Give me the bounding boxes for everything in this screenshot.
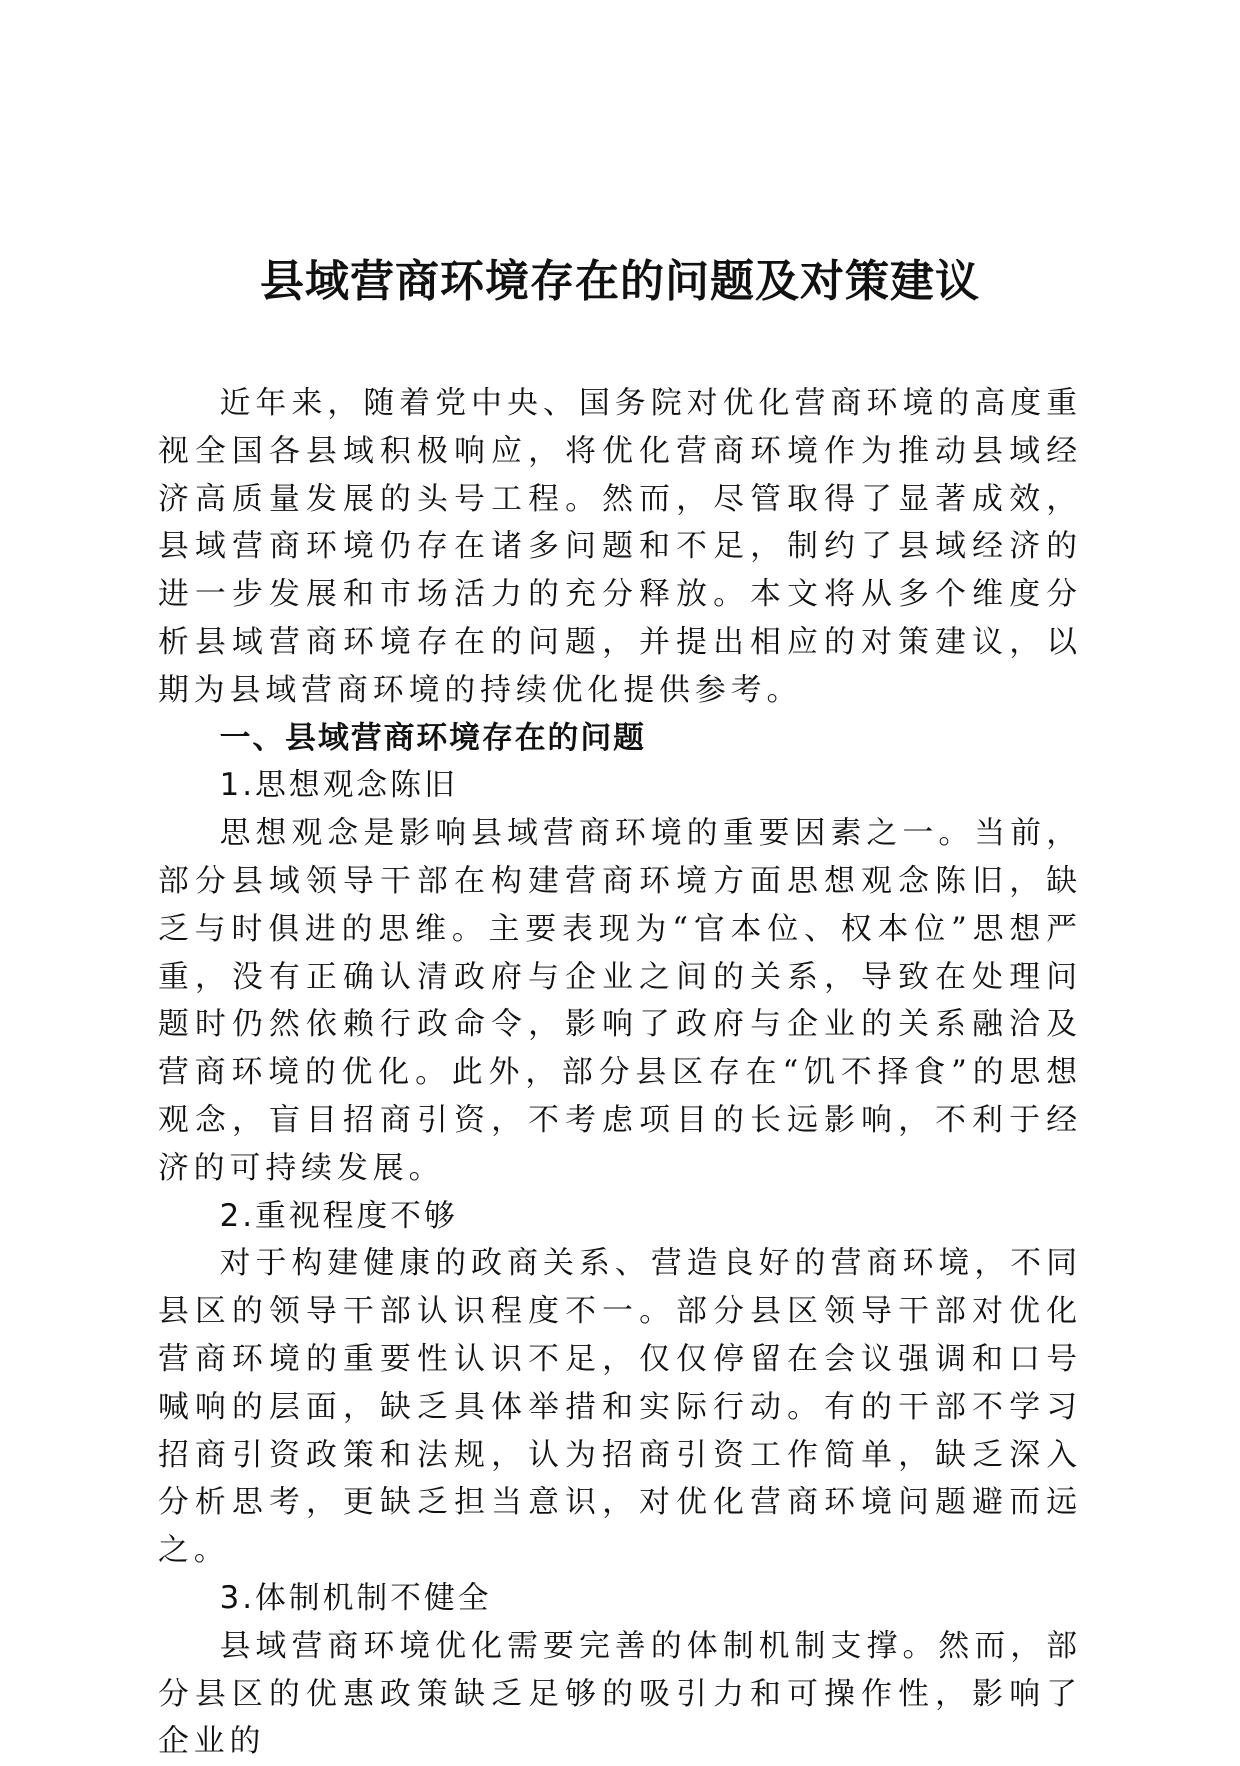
- document-title: 县域营商环境存在的问题及对策建议: [260, 256, 980, 307]
- subsection-paragraph-2: 对于构建健康的政商关系、营造良好的营商环境，不同县区的领导干部认识程度不一。部分县区领导干部对优化营商环境的重要性认识不足，仅仅停留在会议强调和口号喊响的层面，缺乏具体举措和实际行动。有的干部不学习招商引资政策和法规，认为招商引资工作简单，缺乏深入分析思考，更缺乏担当意识，对优化营商环境问题避而远之。: [158, 1245, 1082, 1569]
- subsection-heading-3: 3.体制机制不健全: [219, 1579, 492, 1616]
- subsection-paragraph-3: 县域营商环境优化需要完善的体制机制支撑。然而，部分县区的优惠政策缺乏足够的吸引力和可操作性，影响了企业的: [158, 1627, 1082, 1760]
- intro-paragraph: 近年来，随着党中央、国务院对优化营商环境的高度重视全国各县域积极响应，将优化营商环境作为推动县域经济高质量发展的头号工程。然而，尽管取得了显著成效，县域营商环境仍存在诸多问题和不足，制约了县域经济的进一步发展和市场活力的充分释放。本文将从多个维度分析县域营商环境存在的问题，并提出相应的对策建议，以期为县域营商环境的持续优化提供参考。: [158, 385, 1082, 708]
- document-body: [158, 380, 1082, 1766]
- subsection-heading-2: 2.重视程度不够: [219, 1197, 458, 1234]
- section-heading: 一、县域营商环境存在的问题: [219, 719, 646, 756]
- subsection-paragraph-1: 思想观念是影响县域营商环境的重要因素之一。当前，部分县域领导干部在构建营商环境方面思想观念陈旧，缺乏与时俱进的思维。主要表现为“官本位、权本位”思想严重，没有正确认清政府与企业之间的关系，导致在处理问题时仍然依赖行政命令，影响了政府与企业的关系融洽及营商环境的优化。此外，部分县区存在“饥不择食”的思想观念，盲目招商引资，不考虑项目的长远影响，不利于经济的可持续发展。: [158, 815, 1082, 1186]
- subsection-heading-1: 1.思想观念陈旧: [219, 767, 458, 804]
